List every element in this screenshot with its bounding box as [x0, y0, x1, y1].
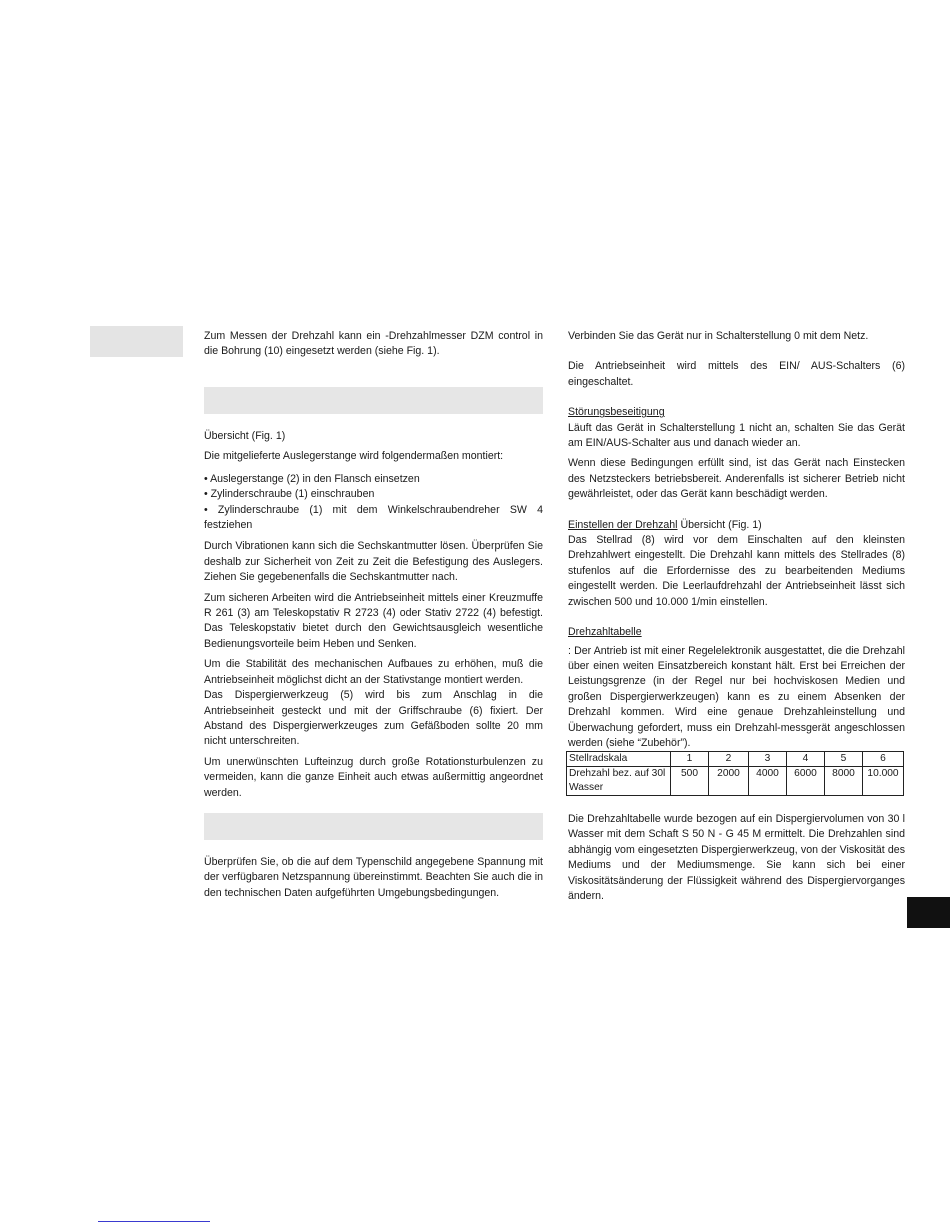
- left-column-voltage: [204, 855, 543, 901]
- trouble-heading: Störungsbeseitigung: [568, 406, 665, 419]
- drive-paragraph: : Der Antrieb ist mit einer Regelelektronik ausgestattet, die die Drehzahl über einen weiten Einsatzbereich konstant hält. Erst bei Erreichen der Leistungsgrenze (in der Regel nur bei hochviskosen Medien und großen Dispergierwerkzeugen) kann es zu einem Absenken der Drehzahl kommen. Wird eine genaue Drehzahleinstellung und Überwachung gefordert, muss ein Drehzahl-messgerät angeschlossen werden (siehe “Zubehör”).: [568, 644, 905, 749]
- table-row: [567, 752, 904, 767]
- table-cell: Drehzahl bez. auf 30l Wasser: [567, 767, 671, 796]
- speed-table-wrap: [566, 751, 904, 796]
- table-cell: 8000: [825, 767, 863, 796]
- speed-heading-line: [568, 518, 905, 533]
- right-column: [568, 329, 905, 751]
- speed-paragraph: Das Stellrad (8) wird vor dem Einschalten auf den kleinsten Drehzahlwert eingestellt. Die Drehzahl kann mittels des Stellrades (8) stufenlos auf die Erfordernisse des zu bearbeitenden Mediums eingestellt werden. Die Leerlaufdrehzahl der Antriebseinheit lässt sich zwischen 500 und 10.000 1/min einstellen.: [568, 534, 905, 608]
- left-column-mount: [204, 429, 543, 801]
- table-note-paragraph: Die Drehzahltabelle wurde bezogen auf ein Dispergiervolumen von 30 l Wasser mit dem Schaft S 50 N - G 45 M ermittelt. Die Drehzahlen sind abhängig vom eingesetzten Dispergierwerkzeug, von der Viskosität des Mediums und der Mediumsmenge. Sie kann sich bei einer Viskositätsänderung der Flüssigkeit während des Dispergiervorganges ändern.: [568, 813, 905, 903]
- air-paragraph: Um unerwünschten Lufteinzug durch große Rotationsturbulenzen zu vermeiden, kann die ganze Einheit auch etwas außermittig angeordnet werden.: [204, 755, 543, 799]
- list-item: • Auslegerstange (2) in den Flansch einsetzen: [204, 472, 420, 485]
- speed-heading-suffix: Übersicht (Fig. 1): [677, 518, 762, 531]
- stability-paragraph: Um die Stabilität des mechanischen Aufbaues zu erhöhen, muß die Antriebseinheit möglichst dicht an der Stativstange montiert werden.: [204, 658, 543, 686]
- mount-intro: Die mitgelieferte Auslegerstange wird folgendermaßen montiert:: [204, 450, 504, 463]
- table-cell: 4000: [749, 767, 787, 796]
- table-cell: 1: [671, 752, 709, 767]
- table-cell: 4: [787, 752, 825, 767]
- table-cell: 2: [709, 752, 749, 767]
- table-heading: Drehzahltabelle: [568, 626, 642, 639]
- section-heading-bar-1: [204, 387, 543, 414]
- table-cell: Stellradskala: [567, 752, 671, 767]
- sidebar-label-box: [90, 326, 183, 357]
- vibration-paragraph: Durch Vibrationen kann sich die Sechskantmutter lösen. Überprüfen Sie deshalb zur Sicherheit von Zeit zu Zeit die Befestigung des Auslegers. Ziehen Sie gegebenenfalls die Sechskantmutter nach.: [204, 540, 543, 584]
- table-cell: 500: [671, 767, 709, 796]
- page-tab-marker: [907, 897, 950, 928]
- table-cell: 10.000: [863, 767, 904, 796]
- table-cell: 6: [863, 752, 904, 767]
- list-item: • Zylinderschraube (1) mit dem Winkelschraubendreher SW 4 festziehen: [204, 503, 543, 532]
- safe-work-paragraph: Zum sicheren Arbeiten wird die Antriebseinheit mittels einer Kreuzmuffe R 261 (3) am Teleskopstativ R 2723 (4) oder Stativ 2722 (4) befestigt. Das Teleskopstativ bietet durch den Gewichtsausgleich wesentliche Bedienungsvorteile beim Heben und Senken.: [204, 591, 543, 650]
- voltage-paragraph: Überprüfen Sie, ob die auf dem Typenschild angegebene Spannung mit der verfügbaren Netzspannung übereinstimmt. Beachten Sie auch die in den technischen Daten aufgeführten Umgebungsbedingungen.: [204, 856, 543, 899]
- overview-label: Übersicht (Fig. 1): [204, 430, 286, 442]
- speed-table: [566, 751, 904, 796]
- table-cell: 5: [825, 752, 863, 767]
- switch-paragraph: Die Antriebseinheit wird mittels des EIN/ AUS-Schalters (6) eingeschaltet.: [568, 360, 905, 388]
- right-column-note: [568, 812, 905, 904]
- speed-heading: Einstellen der Drehzahl: [568, 518, 678, 531]
- left-column: [204, 329, 543, 360]
- table-cell: 6000: [787, 767, 825, 796]
- table-cell: 3: [749, 752, 787, 767]
- mount-steps-list: [204, 472, 543, 534]
- disperger-paragraph: Das Dispergierwerkzeug (5) wird bis zum Anschlag in die Antriebseinheit gesteckt und mit der Griffschraube (6) fixiert. Der Abstand des Dispergierwerkzeuges zum Gefäßboden sollte 20 mm nicht unterschreiten.: [204, 689, 543, 748]
- list-item: • Zylinderschraube (1) einschrauben: [204, 488, 375, 501]
- footer-link-line: [98, 1221, 210, 1222]
- trouble-paragraph: Läuft das Gerät in Schalterstellung 1 nicht an, schalten Sie das Gerät am EIN/AUS-Schalter aus und danach wieder an.: [568, 421, 905, 450]
- section-heading-bar-2: [204, 813, 543, 840]
- table-row: [567, 767, 904, 796]
- connect-paragraph: Verbinden Sie das Gerät nur in Schalterstellung 0 mit dem Netz.: [568, 330, 869, 342]
- table-cell: 2000: [709, 767, 749, 796]
- conditions-paragraph: Wenn diese Bedingungen erfüllt sind, ist das Gerät nach Einstecken des Netzsteckers betriebsbereit. Anderenfalls ist sicherer Betrieb nicht gewährleistet, oder das Gerät kann beschädigt werden.: [568, 457, 905, 501]
- intro-paragraph: Zum Messen der Drehzahl kann ein -Drehzahlmesser DZM control in die Bohrung (10) eingesetzt werden (siehe Fig. 1).: [204, 330, 543, 358]
